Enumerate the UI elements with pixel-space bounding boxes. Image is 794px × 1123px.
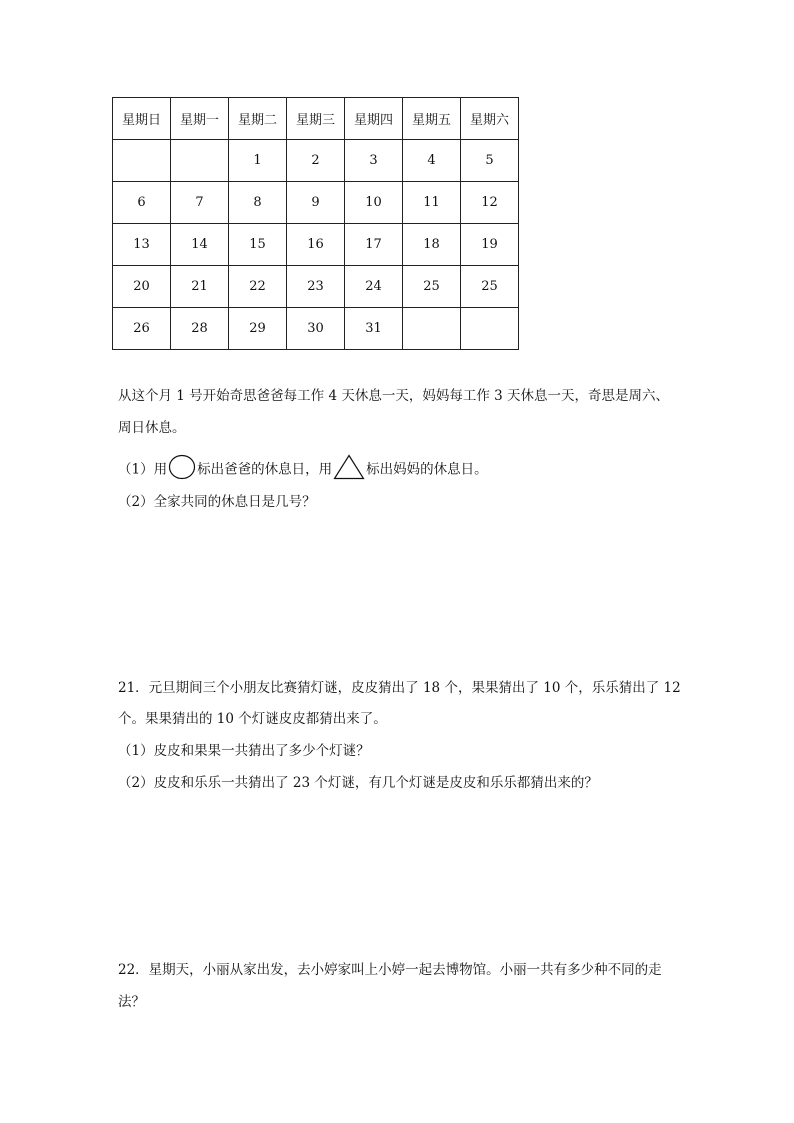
triangle-icon <box>333 454 365 486</box>
calendar-day-cell: 26 <box>113 308 171 350</box>
calendar-day-cell: 3 <box>345 140 403 182</box>
q21-sub1: （1）皮皮和果果一共猜出了多少个灯谜？ <box>118 743 370 759</box>
calendar-day-cell: 24 <box>345 266 403 308</box>
calendar-header-cell: 星期一 <box>171 98 229 140</box>
calendar-header-cell: 星期三 <box>287 98 345 140</box>
q20-sub2: （2）全家共同的休息日是几号？ <box>118 494 316 510</box>
calendar-day-cell: 5 <box>461 140 519 182</box>
calendar-day-cell: 2 <box>287 140 345 182</box>
calendar-day-cell: 11 <box>403 182 461 224</box>
calendar-week-row <box>113 224 519 266</box>
q20-intro-line1: 从这个月 1 号开始奇思爸爸每工作 4 天休息一天，妈妈每工作 3 天休息一天，奇思是周六、 <box>118 388 670 404</box>
calendar-header-cell: 星期六 <box>461 98 519 140</box>
calendar-day-cell: 10 <box>345 182 403 224</box>
calendar-day-cell: 25 <box>461 266 519 308</box>
q20-sub1-prefix: （1）用 <box>118 461 168 478</box>
calendar-day-cell: 15 <box>229 224 287 266</box>
q20-intro-line2: 周日休息。 <box>118 420 186 436</box>
q21-line2: 个。果果猜出的 10 个灯谜皮皮都猜出来了。 <box>118 711 387 727</box>
calendar-day-cell: 22 <box>229 266 287 308</box>
calendar-day-cell: 29 <box>229 308 287 350</box>
calendar-day-cell <box>403 308 461 350</box>
calendar-table <box>112 97 519 350</box>
q21-line1: 21．元旦期间三个小朋友比赛猜灯谜，皮皮猜出了 18 个，果果猜出了 10 个，乐乐猜出了 12 <box>118 680 681 696</box>
q21-sub2: （2）皮皮和乐乐一共猜出了 23 个灯谜，有几个灯谜是皮皮和乐乐都猜出来的？ <box>118 775 598 791</box>
calendar-day-cell: 8 <box>229 182 287 224</box>
calendar-day-cell: 6 <box>113 182 171 224</box>
calendar-day-cell: 21 <box>171 266 229 308</box>
calendar-week-row <box>113 266 519 308</box>
calendar-day-cell: 20 <box>113 266 171 308</box>
calendar-week-row <box>113 182 519 224</box>
calendar-day-cell: 12 <box>461 182 519 224</box>
calendar-day-cell: 7 <box>171 182 229 224</box>
circle-icon <box>168 454 196 486</box>
calendar-header-cell: 星期五 <box>403 98 461 140</box>
calendar-header-cell: 星期四 <box>345 98 403 140</box>
calendar-day-cell: 17 <box>345 224 403 266</box>
calendar-day-cell <box>171 140 229 182</box>
calendar-day-cell: 25 <box>403 266 461 308</box>
calendar-day-cell: 1 <box>229 140 287 182</box>
calendar-day-cell: 9 <box>287 182 345 224</box>
calendar-day-cell: 16 <box>287 224 345 266</box>
calendar-header-cell: 星期日 <box>113 98 171 140</box>
calendar-week-row <box>113 140 519 182</box>
q20-sub1-middle: 标出爸爸的休息日，用 <box>197 461 333 478</box>
calendar-day-cell <box>113 140 171 182</box>
calendar-day-cell: 28 <box>171 308 229 350</box>
q22-line1: 22．星期天，小丽从家出发，去小婷家叫上小婷一起去博物馆。小丽一共有多少种不同的走 <box>118 962 662 978</box>
q20-sub1 <box>118 454 488 486</box>
q20-sub1-suffix: 标出妈妈的休息日。 <box>366 461 488 478</box>
calendar-day-cell: 13 <box>113 224 171 266</box>
calendar-day-cell: 19 <box>461 224 519 266</box>
calendar-header-cell: 星期二 <box>229 98 287 140</box>
calendar-day-cell: 4 <box>403 140 461 182</box>
calendar-day-cell: 23 <box>287 266 345 308</box>
q22-line2: 法？ <box>118 994 145 1010</box>
calendar-day-cell: 14 <box>171 224 229 266</box>
calendar-header-row <box>113 98 519 140</box>
calendar-day-cell: 31 <box>345 308 403 350</box>
calendar-day-cell <box>461 308 519 350</box>
calendar-week-row <box>113 308 519 350</box>
calendar-day-cell: 18 <box>403 224 461 266</box>
calendar-day-cell: 30 <box>287 308 345 350</box>
